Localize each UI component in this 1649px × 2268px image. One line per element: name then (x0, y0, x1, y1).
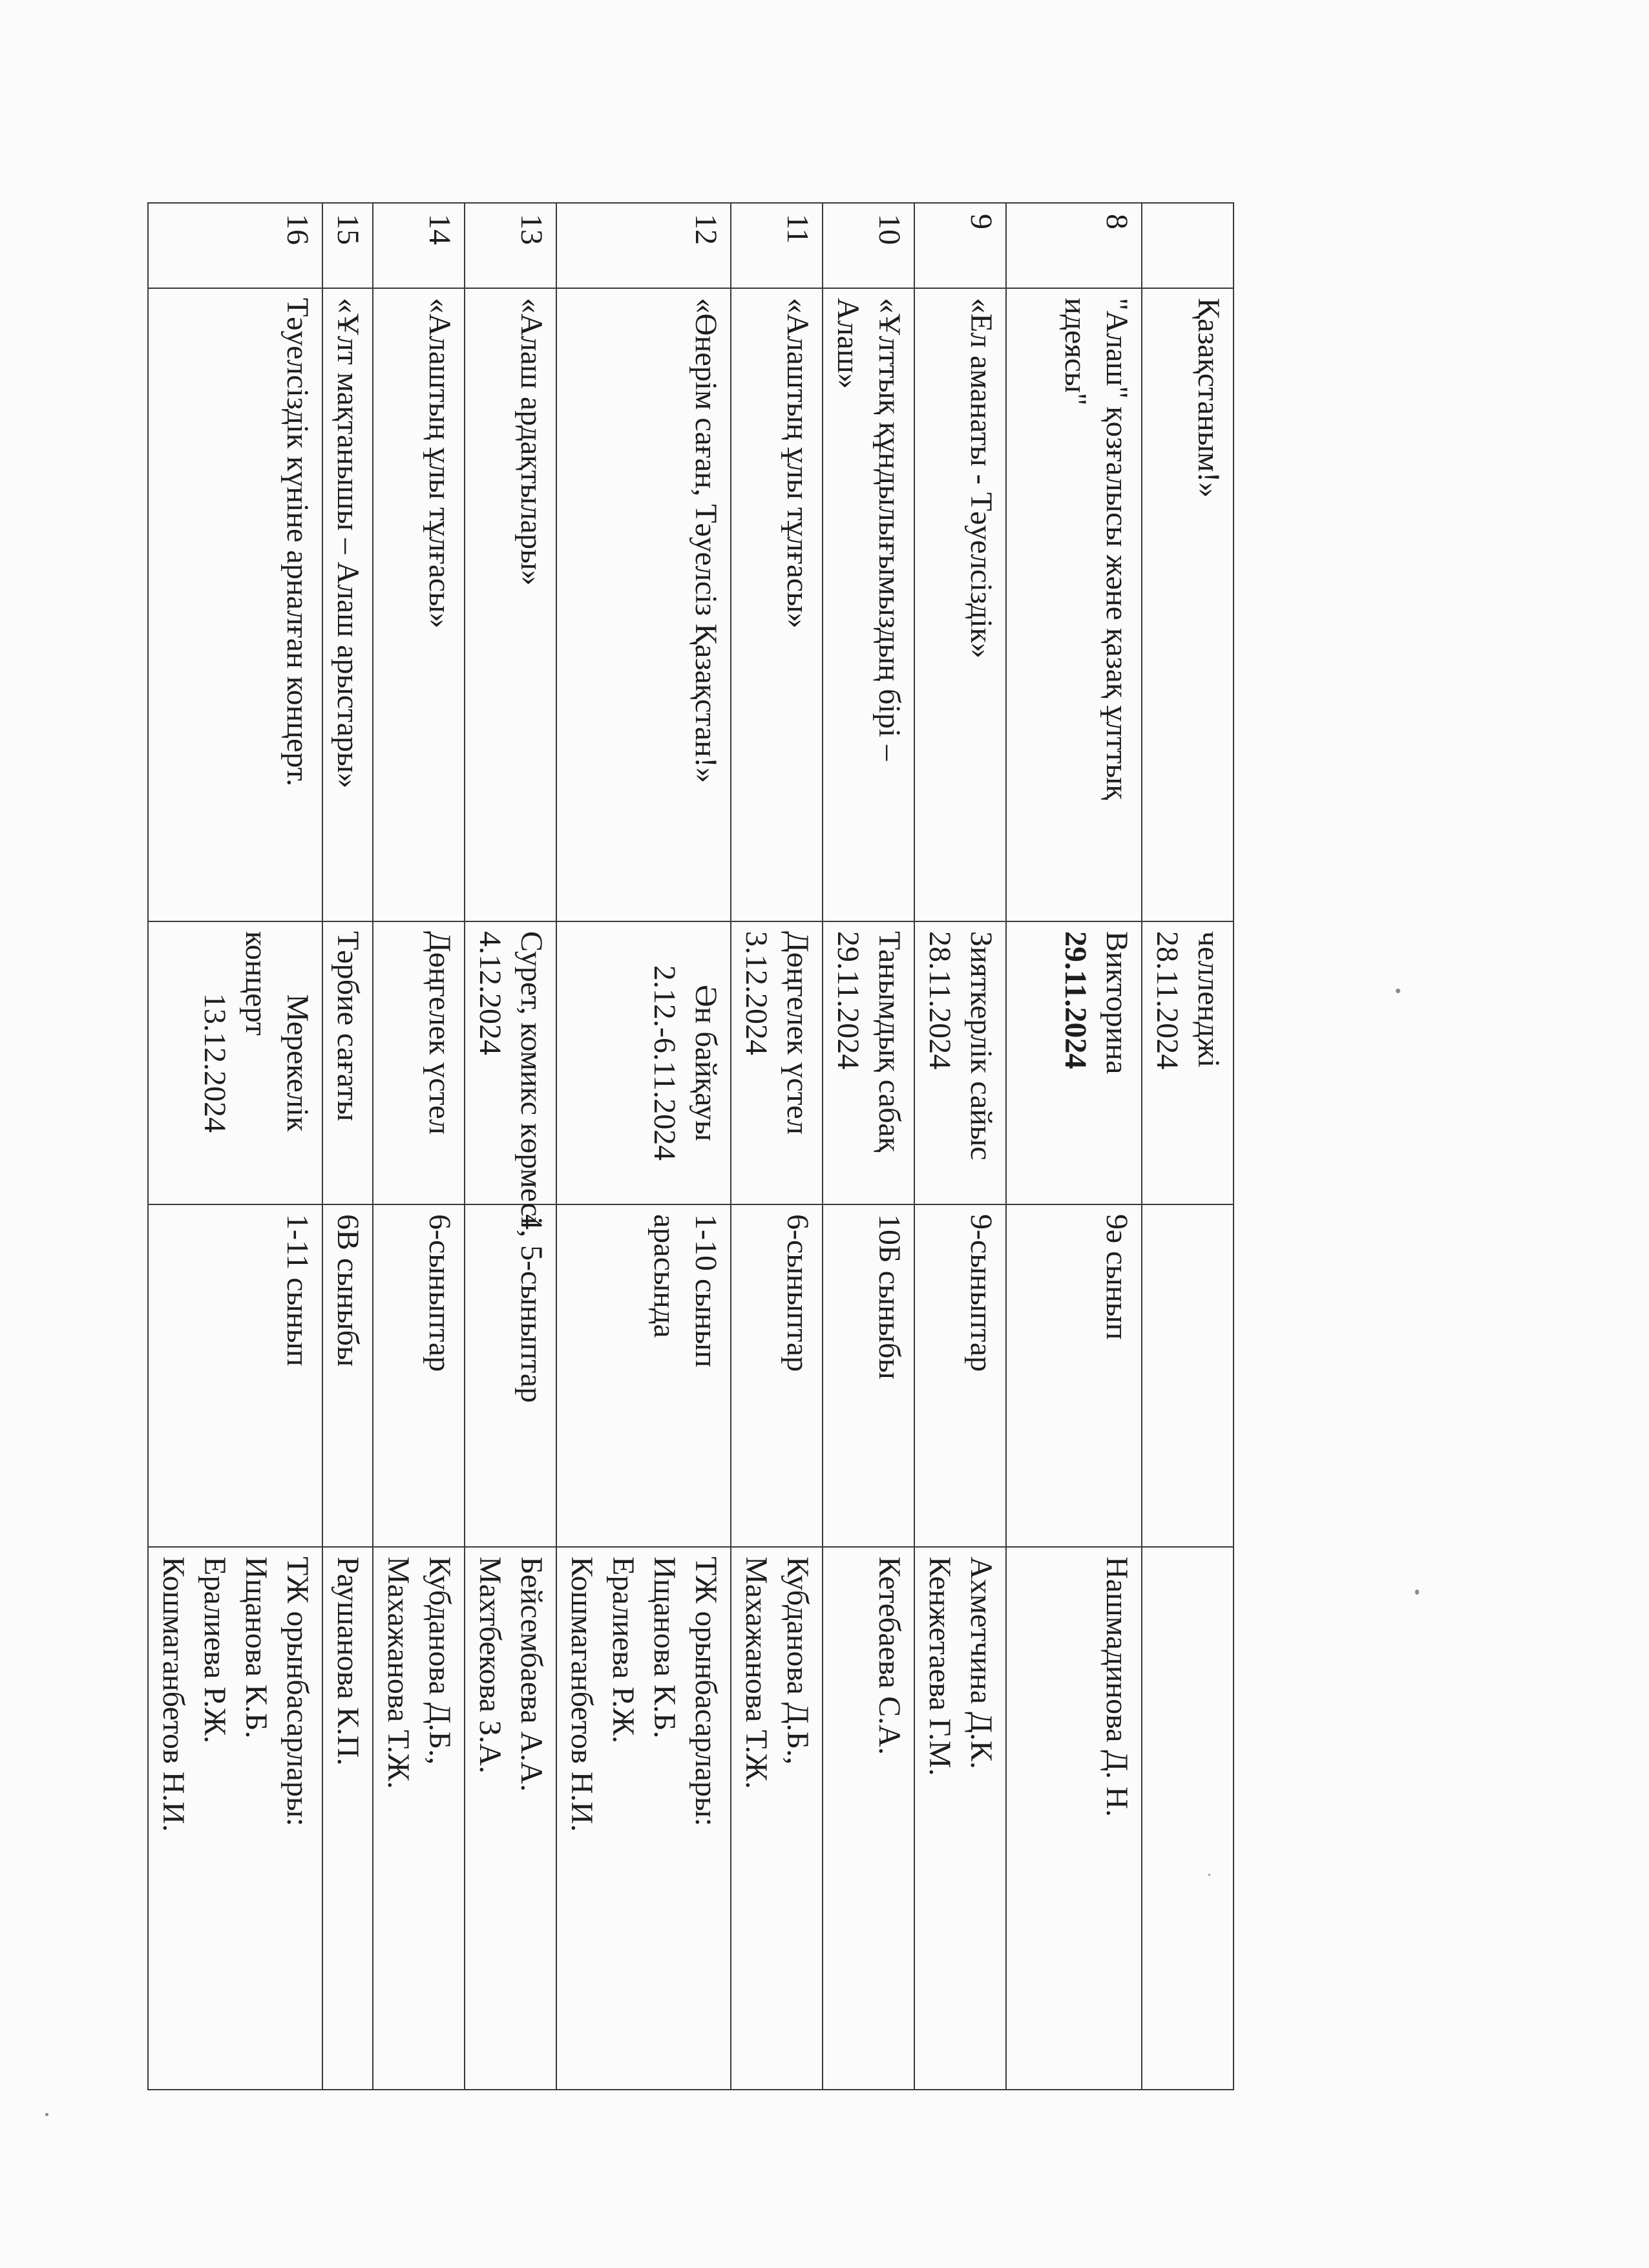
participants (1142, 1204, 1234, 1547)
event-title: «Алаштың ұлы тұлғасы» (731, 288, 823, 921)
event-title: «Ұлттық құндылығымыздың бірі – Алаш» (823, 288, 914, 921)
event-form: Ән байқауы 2.12.-6.11.2024 (556, 921, 731, 1204)
event-title: «Өнерім саған, Тәуелсіз Қазақстан!» (556, 288, 731, 921)
table-row (322, 203, 373, 2090)
participants: 6-сыныптар (731, 1204, 823, 1547)
event-title: Қазақстаным!» (1142, 288, 1234, 921)
table-row (556, 203, 731, 2090)
table-row (914, 203, 1006, 2090)
scan-speck (45, 2113, 48, 2116)
table-row (373, 203, 465, 2090)
participants: 9-сыныптар (914, 1204, 1006, 1547)
responsible: Кетебаева С.А. (823, 1547, 914, 2090)
event-title: «Ел аманаты - Тәуелсіздік» (914, 288, 1006, 921)
responsible: Ахметчина Д.К. Кенжетаева Г.М. (914, 1547, 1006, 2090)
participants: 1-10 сынып арасында (556, 1204, 731, 1547)
table-row (465, 203, 556, 2090)
table-row (731, 203, 823, 2090)
event-form: Дөңгелек үстел (373, 921, 465, 1204)
participants: 4, 5-сыныптар (465, 1204, 556, 1547)
table-row (823, 203, 914, 2090)
events-table (147, 202, 1234, 2090)
event-title: Тәуелсіздік күніне арналған концерт. (148, 288, 322, 921)
responsible: Раушанова К.П. (322, 1547, 373, 2090)
row-number: 10 (823, 203, 914, 288)
row-number: 15 (322, 203, 373, 288)
table-row (1142, 203, 1234, 2090)
participants: 6-сыныптар (373, 1204, 465, 1547)
event-form: Танымдық сабақ 29.11.2024 (823, 921, 914, 1204)
rotated-document-page (156, 202, 1234, 2089)
responsible: ТЖ орынбасарлары: Ищанова К.Б. Ералиева Р.Ж. Кошмаганбетов Н.И. (148, 1547, 322, 2090)
responsible: Нашмадинова Д. Н. (1006, 1547, 1142, 2090)
row-number: 16 (148, 203, 322, 288)
table-row (148, 203, 322, 2090)
event-title: «Алаштың ұлы тұлғасы» (373, 288, 465, 921)
row-number (1142, 203, 1234, 288)
event-form: челленджі 28.11.2024 (1142, 921, 1234, 1204)
participants: 6В сыныбы (322, 1204, 373, 1547)
scan-speck (1415, 1590, 1419, 1595)
responsible: ТЖ орынбасарлары: Ищанова К.Б. Ералиева Р.Ж. Кошмаганбетов Н.И. (556, 1547, 731, 2090)
participants: 10Б сыныбы (823, 1204, 914, 1547)
row-number: 14 (373, 203, 465, 288)
responsible: Кубданова Д.Б., Махажанова Т.Ж. (373, 1547, 465, 2090)
row-number: 8 (1006, 203, 1142, 288)
event-title: «Ұлт мақтанышы – Алаш арыстары» (322, 288, 373, 921)
table-row (1006, 203, 1142, 2090)
event-form: Тәрбие сағаты (322, 921, 373, 1204)
participants: 9ә сынып (1006, 1204, 1142, 1547)
responsible (1142, 1547, 1234, 2090)
event-form: Зияткерлік сайыс 28.11.2024 (914, 921, 1006, 1204)
event-form: Викторина 29.11.2024 (1006, 921, 1142, 1204)
event-title: "Алаш" қозғалысы және қазақ ұлттық идеясы" (1006, 288, 1142, 921)
event-form: Дөңгелек үстел 3.12.2024 (731, 921, 823, 1204)
row-number: 11 (731, 203, 823, 288)
event-title: «Алаш ардақтылары» (465, 288, 556, 921)
participants: 1-11 сынып (148, 1204, 322, 1547)
responsible: Бейсембаева А.А. Махтбекова З.А. (465, 1547, 556, 2090)
event-form: Мерекелік концерт 13.12.2024 (148, 921, 322, 1204)
responsible: Кубданова Д.Б., Махажанова Т.Ж. (731, 1547, 823, 2090)
event-form: Сурет, комикс көрмесі 4.12.2024 (465, 921, 556, 1204)
row-number: 13 (465, 203, 556, 288)
row-number: 12 (556, 203, 731, 288)
scan-speck (1396, 989, 1400, 993)
row-number: 9 (914, 203, 1006, 288)
